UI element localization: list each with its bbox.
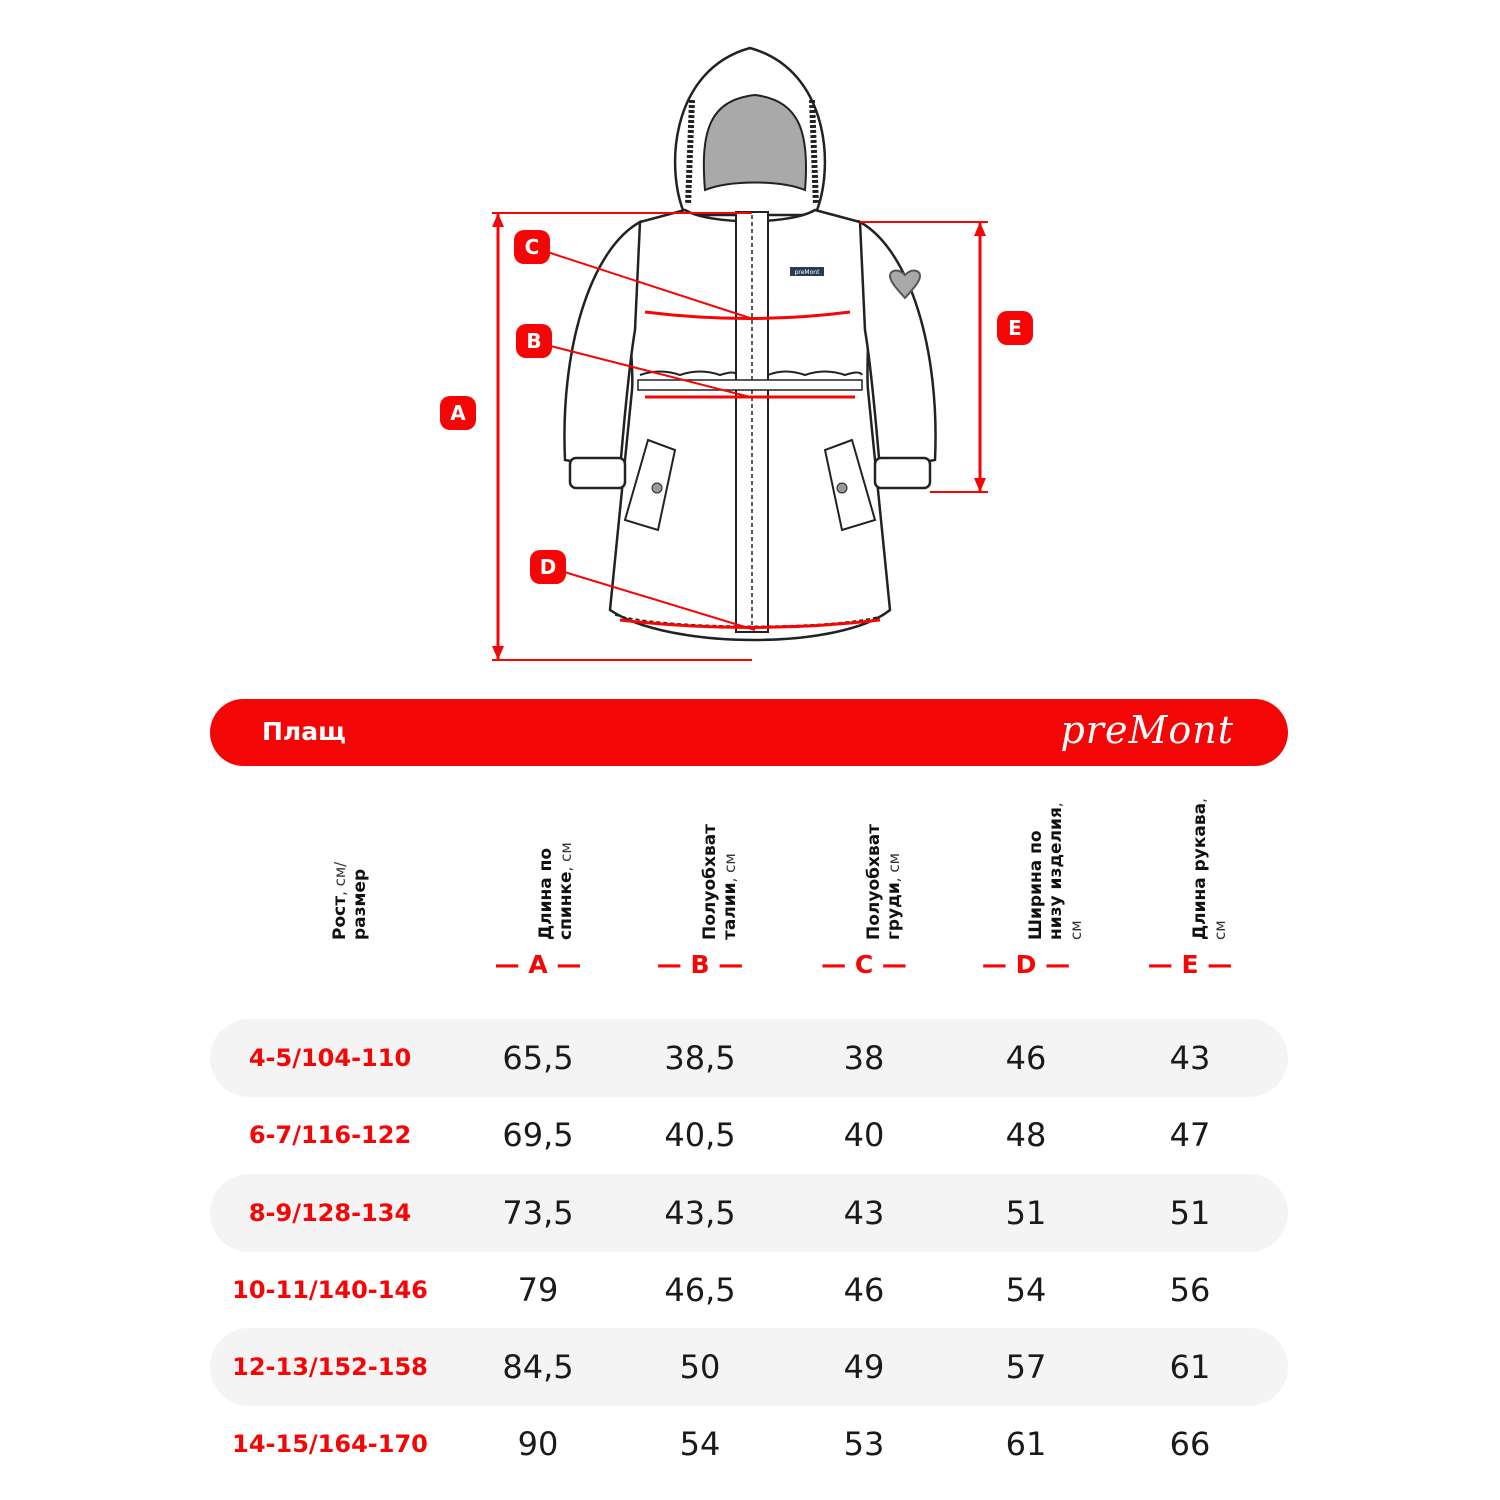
column-header-unit: , см [557,842,575,872]
column-header-unit: , см/ [331,861,349,896]
value-cell: 46,5 [664,1271,736,1309]
badge-d-text: D [539,555,557,579]
size-cell: 12-13/152-158 [232,1353,428,1381]
value-cell: 84,5 [502,1348,574,1386]
column-header-main: Полуобхват талии [700,823,740,940]
value-cell: 46 [1005,1039,1047,1077]
column-header-main: Длина по спинке [536,847,576,940]
column-letter-a: — A — [494,950,582,979]
value-cell: 73,5 [502,1194,574,1232]
value-cell: 61 [1005,1425,1047,1463]
badge-e [997,311,1033,345]
table-row [210,1328,1288,1406]
column-letter-b: — B — [656,950,744,979]
value-cell: 57 [1005,1348,1047,1386]
value-cell: 40 [843,1116,885,1154]
table-row [210,1174,1288,1252]
column-header-main: Ширина по низу изделия [1026,807,1066,940]
size-cell: 14-15/164-170 [232,1430,428,1458]
column-header-height [250,790,410,940]
badge-c [514,230,550,264]
column-header-main: Рост [330,895,350,940]
table-row [210,1096,1288,1174]
value-cell: 43 [843,1194,885,1232]
value-cell: 51 [1005,1194,1047,1232]
right-cuff [875,458,930,488]
column-header-main: Полуобхват груди [864,823,904,940]
badge-e-text: E [1008,316,1022,340]
measure-a-arrow-top [492,213,504,227]
badge-a [440,396,476,430]
value-cell: 49 [843,1348,885,1386]
badge-b [516,324,552,358]
product-header-bar [210,699,1288,766]
brand-tag-text: preMont [794,269,820,276]
column-header-main: Длина рукава [1190,802,1210,940]
value-cell: 56 [1169,1271,1211,1309]
column-header-chest [784,790,944,940]
column-letter-c: — C — [821,950,907,979]
table-row [210,1405,1288,1483]
table-row [210,1019,1288,1097]
value-cell: 54 [679,1425,721,1463]
value-cell: 51 [1169,1194,1211,1232]
size-cell: 10-11/140-146 [232,1276,428,1304]
size-cell: 6-7/116-122 [248,1121,412,1149]
right-pocket-button [837,483,847,493]
measure-e-arrow-top [974,222,986,236]
value-cell: 38 [843,1039,885,1077]
value-cell: 61 [1169,1348,1211,1386]
column-header-unit: , см [721,853,739,883]
value-cell: 66 [1169,1425,1211,1463]
value-cell: 54 [1005,1271,1047,1309]
measure-a-arrow-bottom [492,646,504,660]
column-header-unit: , см [885,853,903,883]
column-header-unit: , см [1191,798,1229,940]
badge-a-text: A [450,401,466,425]
size-cell: 4-5/104-110 [248,1044,412,1072]
value-cell: 47 [1169,1116,1211,1154]
value-cell: 65,5 [502,1039,574,1077]
badge-d [530,550,566,584]
column-header-unit: , см [1047,802,1085,940]
brand-logo: preMont [1060,708,1234,752]
garment-diagram [420,30,1080,680]
value-cell: 43 [1169,1039,1211,1077]
value-cell: 53 [843,1425,885,1463]
badge-c-text: C [524,235,540,259]
table-row [210,1251,1288,1329]
product-title: Плащ [262,717,346,746]
waist-band [638,380,862,390]
measure-e-arrow-bottom [974,478,986,492]
value-cell: 48 [1005,1116,1047,1154]
size-cell: 8-9/128-134 [248,1199,412,1227]
column-header-extra: размер [350,868,370,940]
value-cell: 46 [843,1271,885,1309]
value-cell: 90 [517,1425,559,1463]
raincoat-sketch [420,30,1080,680]
column-header-hem-width [946,790,1106,940]
value-cell: 43,5 [664,1194,736,1232]
column-letter-d: — D — [981,950,1071,979]
value-cell: 69,5 [502,1116,574,1154]
column-letter-e: — E — [1147,950,1233,979]
column-header-back-length [456,790,616,940]
left-cuff [570,458,625,488]
value-cell: 50 [679,1348,721,1386]
column-header-waist [620,790,780,940]
value-cell: 38,5 [664,1039,736,1077]
value-cell: 79 [517,1271,559,1309]
column-header-sleeve [1110,790,1270,940]
value-cell: 40,5 [664,1116,736,1154]
badge-b-text: B [526,329,542,353]
left-pocket-button [652,483,662,493]
